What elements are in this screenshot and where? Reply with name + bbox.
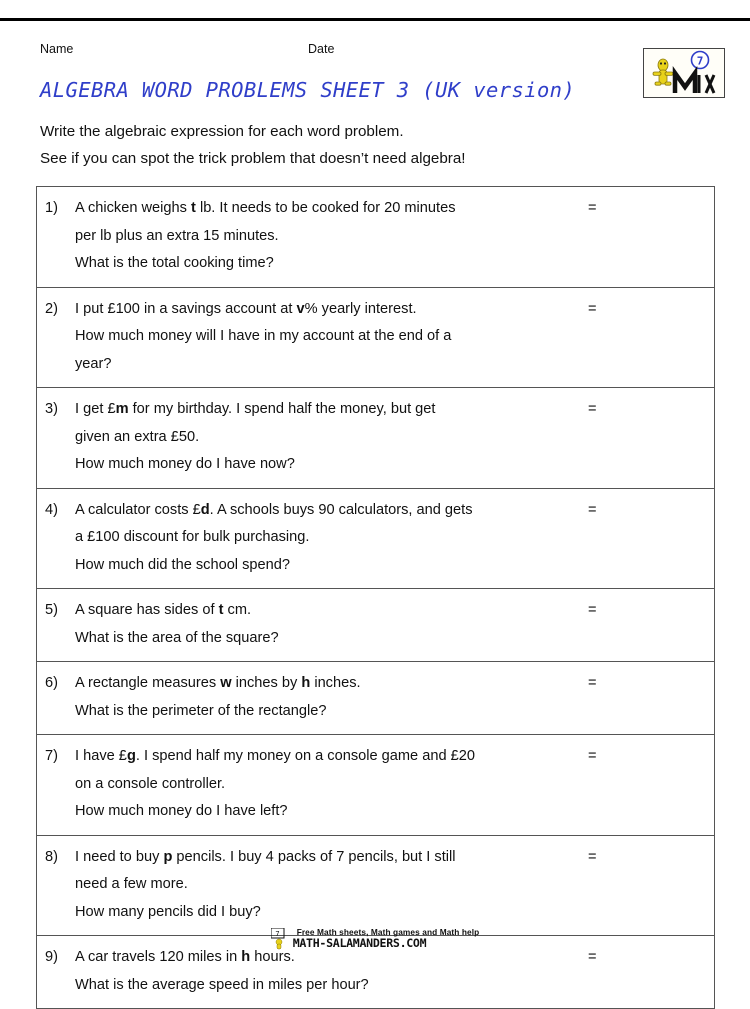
question-text-line <box>75 743 573 771</box>
text-token: A chicken weighs <box>75 200 192 216</box>
question-number: 7) <box>45 748 58 764</box>
instruction-line-1: Write the algebraic expression for each word problem. <box>40 123 404 140</box>
text-token: How much money do I have now? <box>75 456 295 472</box>
answer-field[interactable] <box>579 662 714 734</box>
question-text-line <box>75 323 573 351</box>
question-text-line <box>75 597 573 625</box>
equals-sign: = <box>588 200 597 216</box>
svg-text:7: 7 <box>696 54 704 68</box>
question-number: 2) <box>45 300 58 317</box>
variable-token: h <box>301 675 311 691</box>
questions-table <box>36 186 715 1009</box>
equals-sign: = <box>588 401 597 417</box>
page-title: ALGEBRA WORD PROBLEMS SHEET 3 (UK version) <box>40 78 576 102</box>
variable-token: m <box>115 401 129 417</box>
text-token: inches. <box>310 675 361 691</box>
answer-field[interactable] <box>579 735 714 835</box>
equals-sign: = <box>588 675 597 691</box>
question-text-line <box>75 625 573 653</box>
question-text-line <box>75 670 573 698</box>
equals-sign: = <box>588 848 597 865</box>
text-token: given an extra £50. <box>75 428 200 445</box>
question-text <box>71 187 579 287</box>
svg-text:7: 7 <box>275 930 280 938</box>
question-text <box>71 288 579 388</box>
variable-token: t <box>218 602 224 618</box>
text-token: What is the total cooking time? <box>75 255 274 271</box>
answer-field[interactable] <box>579 489 714 589</box>
question-text-line <box>75 296 573 324</box>
text-token: pencils. I buy 4 packs of 7 pencils, but I still <box>172 848 456 865</box>
text-token: . A schools buys 90 calculators, and gets <box>209 501 473 518</box>
text-token: A car travels 120 miles in <box>75 949 242 965</box>
text-token: I get £ <box>75 401 116 417</box>
salamander-footer-logo-icon <box>271 928 291 955</box>
question-text-line <box>75 497 573 525</box>
question-text <box>71 388 579 488</box>
equals-sign: = <box>588 949 597 965</box>
question-text-line <box>75 424 573 452</box>
question-number: 5) <box>45 602 58 618</box>
question-text-line <box>75 698 573 726</box>
question-number: 8) <box>45 848 58 865</box>
question-number: 3) <box>45 401 58 417</box>
top-divider <box>0 18 750 21</box>
text-token: I put £100 in a savings account at <box>75 300 297 317</box>
question-text-line <box>75 899 573 927</box>
variable-token: v <box>296 300 305 317</box>
answer-field[interactable] <box>579 836 714 936</box>
variable-token: w <box>220 675 232 691</box>
question-row <box>37 589 714 662</box>
question-text-line <box>75 451 573 479</box>
text-token: on a console controller. <box>75 775 226 792</box>
text-token: A square has sides of <box>75 602 219 618</box>
answer-field[interactable] <box>579 388 714 488</box>
question-text <box>71 662 579 734</box>
question-text <box>71 836 579 936</box>
text-token: need a few more. <box>75 876 188 892</box>
name-label: Name <box>40 42 74 56</box>
question-row <box>37 388 714 489</box>
text-token: lb. It needs to be cooked for 20 minutes <box>195 200 456 216</box>
question-number: 6) <box>45 675 58 691</box>
answer-field[interactable] <box>579 589 714 661</box>
variable-token: g <box>126 748 136 764</box>
question-text-line <box>75 351 573 379</box>
worksheet-header <box>40 42 710 64</box>
text-token: I need to buy <box>75 848 164 865</box>
variable-token: d <box>200 501 210 518</box>
question-number: 1) <box>45 200 58 216</box>
equals-sign: = <box>588 748 597 764</box>
text-token: . I spend half my money on a console game and £20 <box>135 748 475 764</box>
instruction-line-2: See if you can spot the trick problem that doesn’t need algebra! <box>40 150 466 167</box>
text-token: a £100 discount for bulk purchasing. <box>75 529 310 545</box>
text-token: How many pencils did I buy? <box>75 903 261 920</box>
text-token: A calculator costs £ <box>75 501 201 518</box>
question-text-line <box>75 250 573 278</box>
question-text-line <box>75 524 573 552</box>
question-row <box>37 288 714 389</box>
answer-field[interactable] <box>579 187 714 287</box>
text-token: How much money do I have left? <box>75 803 288 819</box>
question-row <box>37 489 714 590</box>
question-text-line <box>75 223 573 251</box>
text-token: hours. <box>250 949 295 965</box>
equals-sign: = <box>588 300 597 317</box>
question-text-line <box>75 798 573 826</box>
text-token: % yearly interest. <box>304 300 417 317</box>
question-text-line <box>75 844 573 872</box>
question-text-line <box>75 396 573 424</box>
footer-tagline: Free Math sheets, Math games and Math help <box>296 927 480 937</box>
text-token: I have £ <box>75 748 127 764</box>
text-token: per lb plus an extra 15 minutes. <box>75 227 279 244</box>
question-text <box>71 489 579 589</box>
text-token: inches by <box>231 675 302 691</box>
variable-token: h <box>241 949 251 965</box>
text-token: What is the area of the square? <box>75 629 279 646</box>
question-text-line <box>75 871 573 899</box>
variable-token: t <box>191 200 196 216</box>
question-text <box>71 735 579 835</box>
question-row <box>37 662 714 735</box>
text-token: for my birthday. I spend half the money, but get <box>128 401 436 417</box>
question-text-line <box>75 552 573 580</box>
question-number: 9) <box>45 949 58 965</box>
text-token: How much money will I have in my account at the end of a <box>75 328 452 344</box>
text-token: How much did the school spend? <box>75 556 290 573</box>
answer-field[interactable] <box>579 288 714 388</box>
question-text-line <box>75 771 573 799</box>
footer <box>0 927 750 952</box>
equals-sign: = <box>588 501 597 518</box>
text-token: cm. <box>223 602 252 618</box>
variable-token: p <box>163 848 173 865</box>
text-token: A rectangle measures <box>75 675 221 691</box>
question-row <box>37 836 714 937</box>
salamander-logo-icon <box>643 48 725 98</box>
question-text-line <box>75 195 573 223</box>
question-text-line <box>75 972 573 1000</box>
question-row <box>37 735 714 836</box>
text-token: year? <box>75 355 112 372</box>
footer-url[interactable]: MATH-SALAMANDERS.COM <box>292 936 427 950</box>
question-text <box>71 589 579 661</box>
instructions <box>40 118 680 172</box>
date-label: Date <box>308 42 335 56</box>
text-token: What is the average speed in miles per hour? <box>75 976 369 993</box>
text-token: What is the perimeter of the rectangle? <box>75 702 327 719</box>
question-number: 4) <box>45 501 58 518</box>
question-row <box>37 187 714 288</box>
equals-sign: = <box>588 602 597 618</box>
